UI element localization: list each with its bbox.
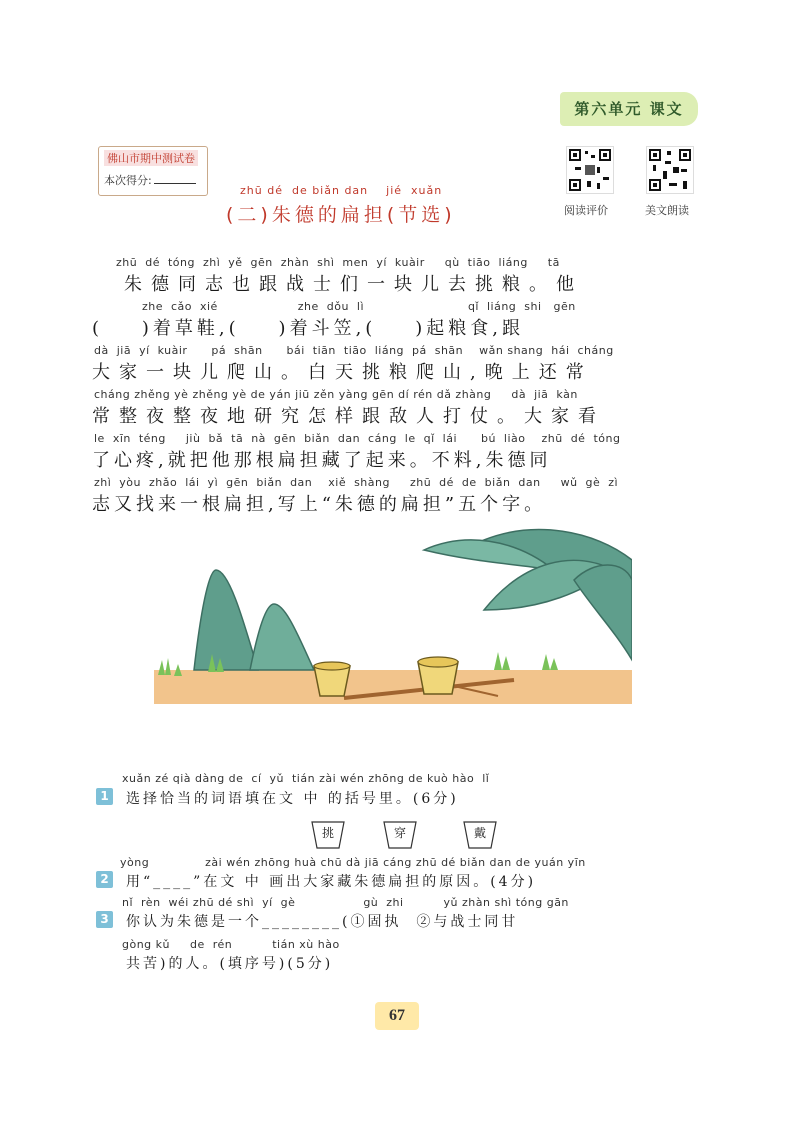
q1-pinyin: xuǎn zé qià dàng de cí yǔ tián zài wén zhōng de kuò hào lǐ <box>122 772 490 785</box>
unit-tag: 第六单元 课文 <box>560 92 698 126</box>
passage-pinyin-5: le xīn téng jiù bǎ tā nà gēn biǎn dan cáng le qǐ lái bú liào zhū dé tóng <box>94 432 621 445</box>
question-number: 1 <box>96 788 113 805</box>
score-label: 本次得分: <box>104 174 152 187</box>
choice-word: 戴 <box>473 826 486 840</box>
passage-line-6: 志又找来一根扁担,写上“朱德的扁担”五个字。 <box>92 494 547 515</box>
ground <box>154 670 632 704</box>
mountain <box>250 604 314 670</box>
choice-cup[interactable] <box>310 818 346 850</box>
illustration <box>154 520 632 704</box>
choice-word: 挑 <box>321 826 334 840</box>
mountain <box>194 570 258 670</box>
qr-right-label: 美文朗读 <box>645 204 689 217</box>
choice-cup[interactable] <box>382 818 418 850</box>
choice-word: 穿 <box>393 826 406 840</box>
q3-pinyin: nǐ rèn wéi zhū dé shì yí gè gù zhi yǔ zhàn shì tóng gān <box>122 896 569 909</box>
passage-line-4: 常整夜整夜地研究怎样跟敌人打仗。大家看 <box>92 406 605 427</box>
passage-pinyin-3: dà jiā yí kuàir pá shān bái tiān tiāo liáng pá shān wǎn shang hái cháng <box>94 344 614 357</box>
exam-tag: 佛山市期中测试卷 <box>104 150 198 166</box>
qr-code-icon[interactable] <box>646 146 694 194</box>
passage-pinyin-1: zhū dé tóng zhì yě gēn zhàn shì men yí kuàir qù tiāo liáng tā <box>116 256 560 269</box>
question-3-continued: 共苦)的人。(填序号)(5分) <box>126 956 334 972</box>
title-pinyin: zhū dé de biǎn dan jié xuǎn <box>240 184 443 197</box>
score-line <box>104 172 196 188</box>
lesson-title: (二)朱德的扁担(节选) <box>226 204 456 226</box>
choice-cup[interactable] <box>462 818 498 850</box>
passage-pinyin-4: cháng zhěng yè zhěng yè de yán jiū zěn yàng gēn dí rén dǎ zhàng dà jiā kàn <box>94 388 578 401</box>
passage-line-2: ( )着草鞋,( )着斗笠,( )起粮食,跟 <box>92 318 524 339</box>
passage-pinyin-6: zhì yòu zhǎo lái yì gēn biǎn dan xiě shàng zhū dé de biǎn dan wǔ gè zì <box>94 476 619 489</box>
question-number: 2 <box>96 871 113 888</box>
passage-pinyin-2: zhe cǎo xié zhe dǒu lì qǐ liáng shi gēn <box>94 300 576 313</box>
banana-leaf <box>574 565 632 660</box>
score-blank <box>154 183 196 184</box>
question-1-text: 选择恰当的词语填在文 中 的括号里。(6分) <box>126 791 459 807</box>
passage-line-5: 了心疼,就把他那根扁担藏了起来。不料,朱德同 <box>92 450 552 471</box>
passage-line-1: 朱德同志也跟战士们一块儿去挑粮。他 <box>124 274 583 295</box>
qr-code-icon[interactable] <box>566 146 614 194</box>
question-number: 3 <box>96 911 113 928</box>
page-number: 67 <box>375 1002 419 1030</box>
question-2-text: 用“____”在文 中 画出大家藏朱德扁担的原因。(4分) <box>126 874 537 890</box>
qr-left-label: 阅读评价 <box>564 204 608 217</box>
q2-pinyin: yòng zài wén zhōng huà chū dà jiā cáng zhū dé biǎn dan de yuán yīn <box>120 856 586 869</box>
question-3-text: 你认为朱德是一个________(①固执 ②与战士同甘 <box>126 914 519 930</box>
q3-cont-pinyin: gòng kǔ de rén tián xù hào <box>122 938 340 951</box>
passage-line-3: 大家一块儿爬山。白天挑粮爬山,晚上还常 <box>92 362 593 383</box>
